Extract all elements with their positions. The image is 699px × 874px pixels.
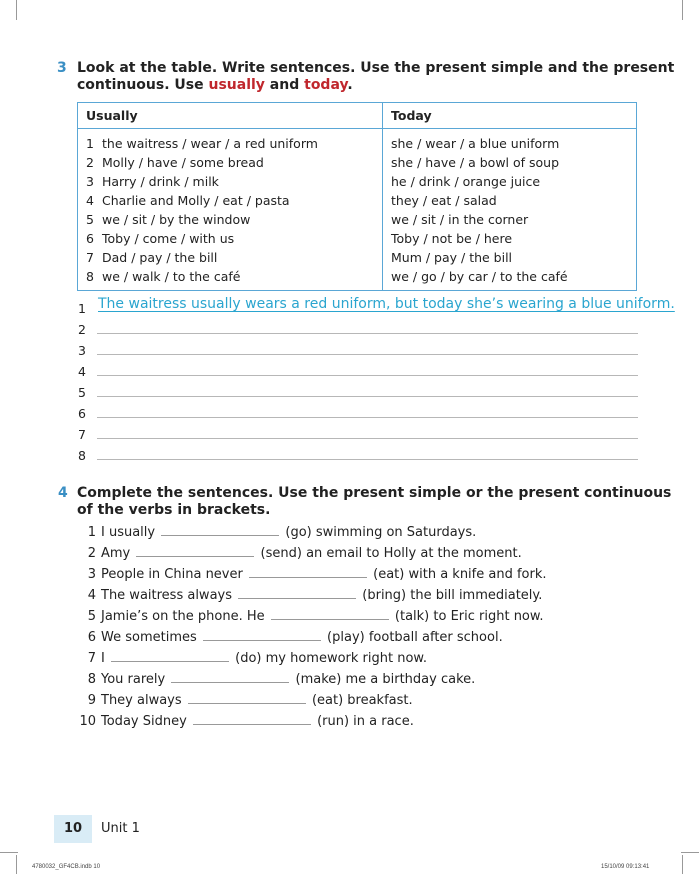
blank-gap[interactable]: [188, 691, 306, 704]
sentence-item: [70, 565, 547, 584]
today-item: she / have / a bowl of soup: [391, 155, 560, 170]
header-usually: Usually: [78, 103, 383, 129]
instruction-text: continuous. Use: [77, 77, 209, 93]
sentence-item: [70, 691, 413, 710]
instruction-text: and: [264, 77, 305, 93]
blank-gap[interactable]: [203, 628, 321, 641]
item-number: 1: [86, 136, 94, 151]
sentence-item: [70, 523, 476, 542]
blank-gap[interactable]: [238, 586, 356, 599]
sentence-after: (do) my homework right now.: [235, 651, 427, 666]
instruction-line-2: [77, 77, 674, 94]
print-slug-left: 4780032_GF4CB.indb 10: [32, 864, 101, 870]
writing-line[interactable]: [97, 375, 638, 376]
usually-item: [86, 248, 376, 267]
usually-item: [86, 153, 376, 172]
blank-gap[interactable]: [161, 523, 279, 536]
crop-mark: [682, 0, 683, 20]
exercise-4-number: 4: [58, 485, 68, 501]
usually-today-table: [77, 102, 637, 291]
usually-item: [86, 191, 376, 210]
today-item: we / sit / in the corner: [391, 212, 529, 227]
item-text: Harry / drink / milk: [102, 174, 219, 189]
writing-line[interactable]: [97, 396, 638, 397]
table-header-row: [78, 103, 637, 129]
sentence-after: (play) football after school.: [327, 630, 503, 645]
line-number: 4: [78, 364, 86, 379]
instruction-line-1: Look at the table. Write sentences. Use the present simple and the present: [77, 60, 675, 76]
usually-column: [78, 129, 383, 291]
today-item: we / go / by car / to the café: [391, 269, 568, 284]
line-number: 2: [78, 322, 86, 337]
sentence-before: We sometimes: [101, 630, 197, 645]
instruction-line-2: of the verbs in brackets.: [77, 502, 271, 518]
page-number: 10: [54, 815, 92, 843]
line-number: 8: [78, 448, 86, 463]
exercise-4-instructions: [77, 485, 671, 519]
sentence-item: [70, 712, 414, 731]
writing-line[interactable]: [97, 459, 638, 460]
sentence-before: Today Sidney: [101, 714, 187, 729]
sentence-after: (talk) to Eric right now.: [394, 609, 544, 624]
today-column: [383, 129, 637, 291]
sentence-before: Amy: [101, 546, 131, 561]
header-today: Today: [383, 103, 637, 129]
writing-line[interactable]: [97, 354, 638, 355]
line-number: 1: [78, 301, 86, 316]
sentence-number: 4: [87, 588, 96, 603]
sentence-number: 3: [87, 567, 96, 582]
answer-line[interactable]: [78, 379, 638, 400]
blank-gap[interactable]: [171, 670, 289, 683]
sentence-item: [70, 544, 522, 563]
line-number: 6: [78, 406, 86, 421]
answer-line[interactable]: [78, 358, 638, 379]
usually-item: [86, 172, 376, 191]
answer-line[interactable]: [78, 421, 638, 442]
sentence-number: 7: [87, 651, 96, 666]
item-text: we / walk / to the café: [102, 269, 241, 284]
print-slug-right: 15/10/09 09:13:41: [601, 864, 650, 870]
sentence-before: They always: [101, 693, 182, 708]
usually-item: [86, 210, 376, 229]
usually-item: [86, 267, 376, 286]
answer-line[interactable]: [78, 400, 638, 421]
sentence-after: (send) an email to Holly at the moment.: [260, 546, 522, 561]
today-item: Mum / pay / the bill: [391, 250, 513, 265]
item-number: 8: [86, 269, 94, 284]
line-number: 5: [78, 385, 86, 400]
sentence-number: 6: [87, 630, 96, 645]
sentence-before: I usually: [101, 525, 156, 540]
sentence-item: [70, 586, 542, 605]
today-item: Toby / not be / here: [391, 231, 513, 246]
blank-gap[interactable]: [111, 649, 229, 662]
highlight-today: today: [304, 77, 348, 93]
instruction-text: .: [347, 77, 353, 93]
item-number: 5: [86, 212, 94, 227]
answer-line[interactable]: [78, 337, 638, 358]
sentence-after: (make) me a birthday cake.: [295, 672, 476, 687]
sentence-before: The waitress always: [101, 588, 232, 603]
line-number: 7: [78, 427, 86, 442]
usually-item: [86, 134, 376, 153]
crop-mark: [681, 852, 699, 853]
today-item: she / wear / a blue uniform: [391, 136, 560, 151]
item-number: 2: [86, 155, 94, 170]
item-number: 3: [86, 174, 94, 189]
exercise-3-instructions: [77, 60, 674, 94]
item-number: 6: [86, 231, 94, 246]
sentence-number: 5: [87, 609, 96, 624]
blank-gap[interactable]: [136, 544, 254, 557]
blank-gap[interactable]: [271, 607, 389, 620]
item-text: the waitress / wear / a red uniform: [102, 136, 318, 151]
sentence-item: [70, 628, 503, 647]
sentence-number: 2: [87, 546, 96, 561]
writing-line[interactable]: [97, 438, 638, 439]
line-number: 3: [78, 343, 86, 358]
sentence-number: 9: [87, 693, 96, 708]
crop-mark: [16, 0, 17, 20]
item-text: Toby / come / with us: [102, 231, 235, 246]
sentence-before: People in China never: [101, 567, 243, 582]
item-number: 4: [86, 193, 94, 208]
table-body-row: [78, 129, 637, 291]
sentence-number: 10: [79, 714, 96, 729]
answer-line[interactable]: [78, 442, 638, 463]
usually-item: [86, 229, 376, 248]
sentence-after: (eat) with a knife and fork.: [373, 567, 547, 582]
example-answer: The waitress usually wears a red uniform, but today she’s wearing a blue uniform.: [98, 296, 675, 312]
unit-label: Unit 1: [101, 821, 140, 836]
sentence-after: (go) swimming on Saturdays.: [285, 525, 477, 540]
item-text: Molly / have / some bread: [102, 155, 264, 170]
sentence-item: [70, 607, 543, 626]
writing-line[interactable]: [97, 333, 638, 334]
sentence-item: [70, 670, 475, 689]
writing-line[interactable]: [97, 417, 638, 418]
sentence-after: (run) in a race.: [317, 714, 414, 729]
exercise-3-number: 3: [57, 60, 67, 76]
sentence-number: 1: [87, 525, 96, 540]
sentence-after: (bring) the bill immediately.: [362, 588, 543, 603]
today-item: he / drink / orange juice: [391, 174, 541, 189]
item-text: we / sit / by the window: [102, 212, 251, 227]
highlight-usually: usually: [208, 77, 265, 93]
sentence-after: (eat) breakfast.: [311, 693, 413, 708]
blank-gap[interactable]: [193, 712, 311, 725]
sentence-item: [70, 649, 427, 668]
sentence-before: You rarely: [101, 672, 166, 687]
answer-line: [78, 295, 675, 316]
item-number: 7: [86, 250, 94, 265]
crop-mark: [16, 855, 17, 874]
today-item: they / eat / salad: [391, 193, 497, 208]
sentence-number: 8: [87, 672, 96, 687]
blank-gap[interactable]: [249, 565, 367, 578]
sentence-before: I: [101, 651, 105, 666]
item-text: Charlie and Molly / eat / pasta: [102, 193, 290, 208]
sentence-before: Jamie’s on the phone. He: [101, 609, 265, 624]
crop-mark: [682, 855, 683, 874]
crop-mark: [0, 852, 18, 853]
item-text: Dad / pay / the bill: [102, 250, 218, 265]
answer-line[interactable]: [78, 316, 638, 337]
instruction-line-1: Complete the sentences. Use the present simple or the present continuous: [77, 485, 672, 501]
